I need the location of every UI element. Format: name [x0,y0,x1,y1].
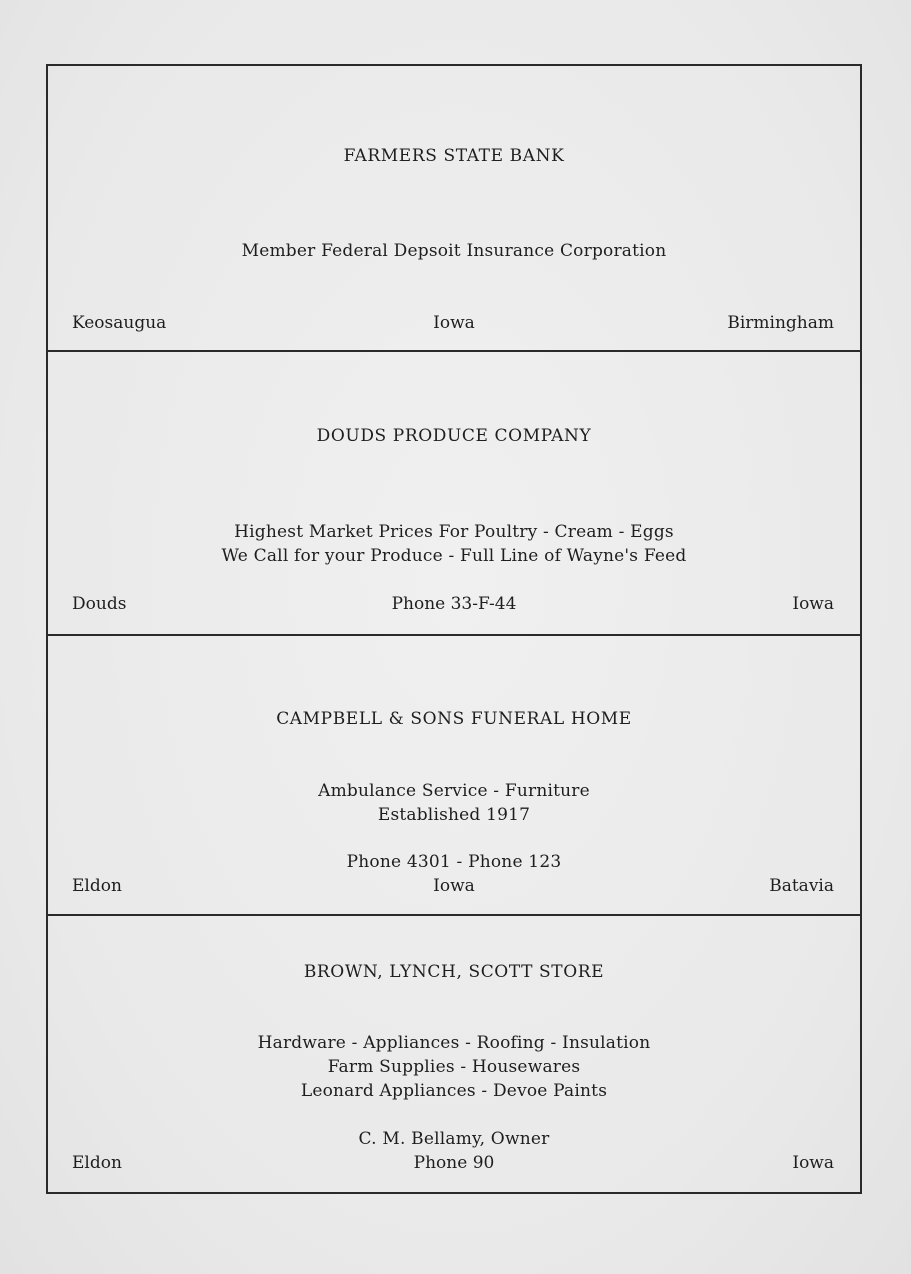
ad-footer-center: Iowa [433,876,475,896]
ad-title: CAMPBELL & SONS FUNERAL HOME [276,709,632,729]
ad-footer-left: Douds [72,594,127,614]
ad-title: DOUDS PRODUCE COMPANY [316,426,592,446]
ad-brown-lynch-scott-store [48,914,860,1194]
ad-footer-center: Phone 90 [413,1153,495,1173]
ad-page-frame [46,64,862,1194]
ad-owner: C. M. Bellamy, Owner [358,1129,550,1149]
ad-footer-right: Iowa [792,594,834,614]
ad-footer-left: Eldon [72,1153,122,1173]
ad-phone: Phone 4301 - Phone 123 [346,852,562,872]
ad-farmers-state-bank [48,66,860,350]
ad-title: FARMERS STATE BANK [343,146,565,166]
ad-campbell-funeral-home [48,634,860,914]
ad-line: We Call for your Produce - Full Line of Wayne's Feed [221,546,687,566]
ad-footer-right: Iowa [792,1153,834,1173]
ad-footer-right: Batavia [769,876,834,896]
ad-line: Farm Supplies - Housewares [327,1057,581,1077]
ad-tagline: Member Federal Depsoit Insurance Corporation [241,241,667,261]
ad-footer-right: Birmingham [727,313,834,333]
ad-line: Established 1917 [377,805,531,825]
ad-douds-produce [48,350,860,634]
ad-title: BROWN, LYNCH, SCOTT STORE [303,962,605,982]
ad-line: Highest Market Prices For Poultry - Cream - Eggs [234,522,674,542]
ad-footer-center: Phone 33-F-44 [391,594,517,614]
ad-footer-center: Iowa [433,313,475,333]
ad-line: Ambulance Service - Furniture [318,781,590,801]
ad-line: Hardware - Appliances - Roofing - Insulation [257,1033,651,1053]
ad-line: Leonard Appliances - Devoe Paints [300,1081,608,1101]
ad-footer-left: Keosaugua [72,313,167,333]
ad-footer-left: Eldon [72,876,122,896]
